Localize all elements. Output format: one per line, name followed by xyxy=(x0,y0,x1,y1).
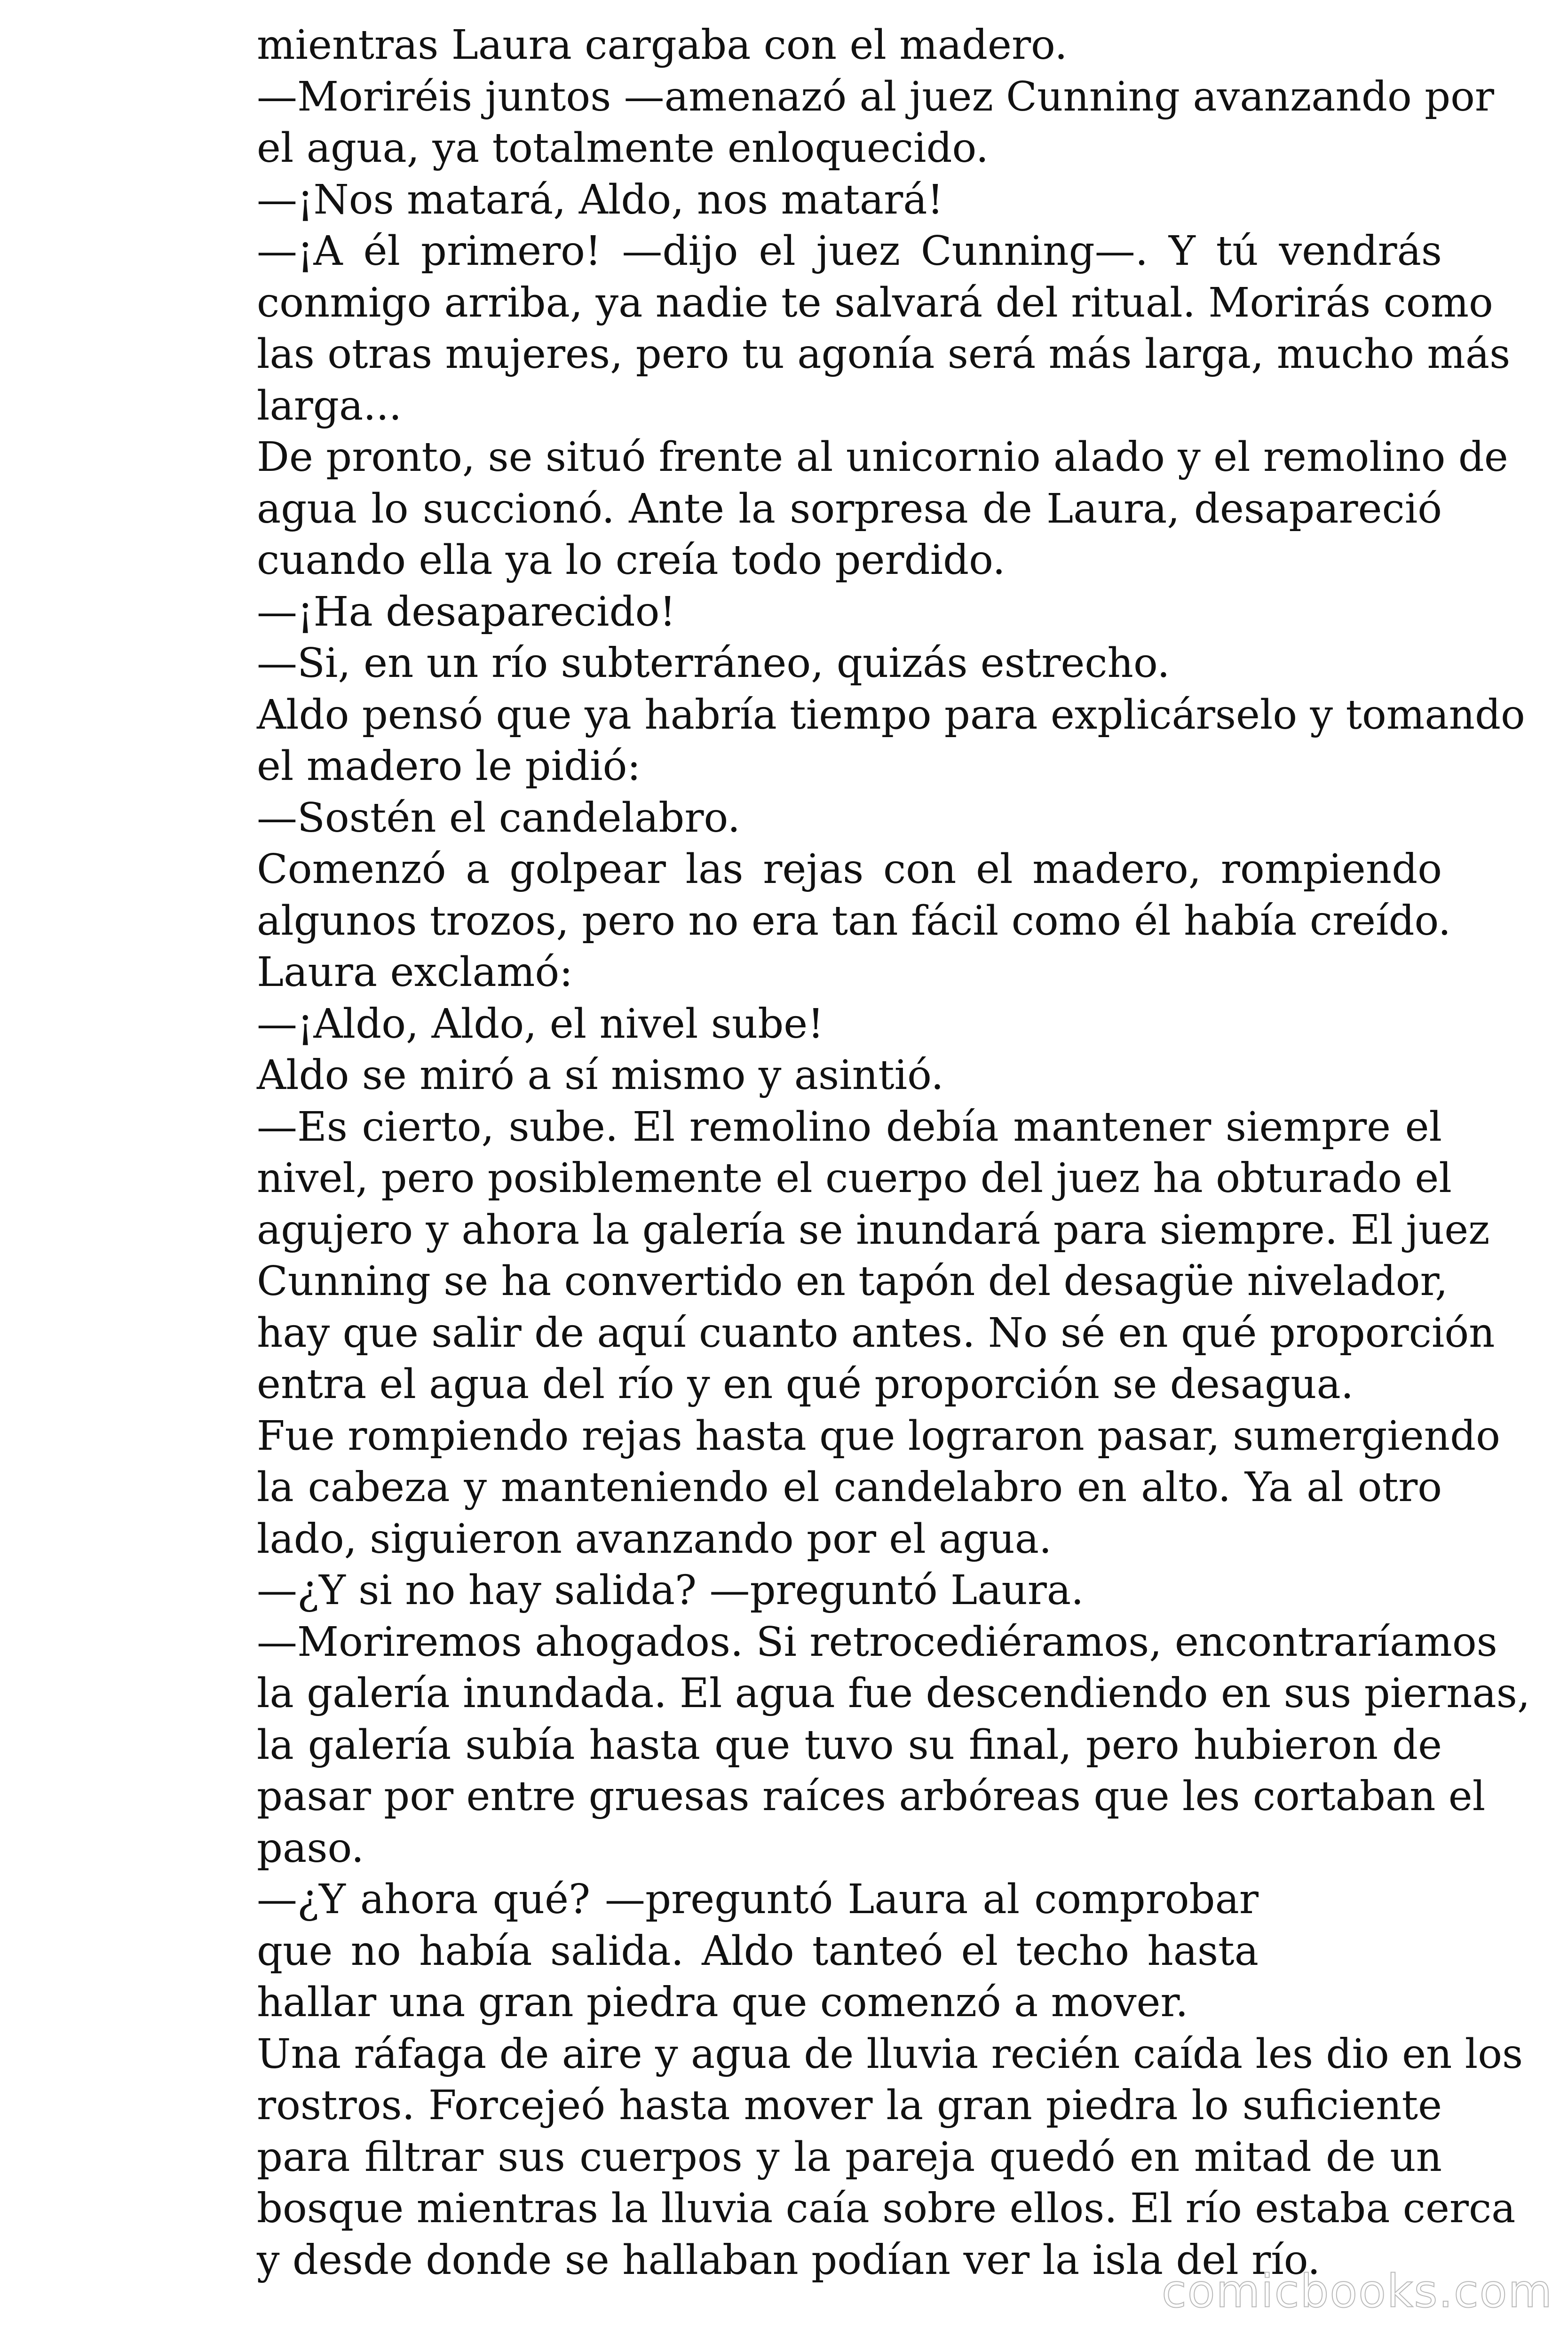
text-line: De pronto, se situó frente al unicornio alado y el remolino de xyxy=(257,434,1508,481)
text-line: Laura exclamó: xyxy=(257,949,573,996)
text-line: que no había salida. Aldo tanteó el techo hasta xyxy=(257,1927,1259,1975)
text-line: —¡Aldo, Aldo, el nivel sube! xyxy=(257,1000,824,1048)
text-line: —¿Y si no hay salida? —preguntó Laura. xyxy=(257,1567,1084,1614)
text-line: algunos trozos, pero no era tan fácil como él había creído. xyxy=(257,897,1451,945)
text-line: —Es cierto, sube. El remolino debía mantener siempre el xyxy=(257,1103,1442,1151)
text-line: —¡Nos matará, Aldo, nos matará! xyxy=(257,176,944,223)
text-line: Cunning se ha convertido en tapón del desagüe nivelador, xyxy=(257,1258,1448,1305)
watermark: comicbooks.com xyxy=(1162,2265,1553,2318)
text-line: conmigo arriba, ya nadie te salvará del ritual. Morirás como xyxy=(257,279,1493,326)
text-line: lado, siguieron avanzando por el agua. xyxy=(257,1515,1052,1563)
text-line: —Sostén el candelabro. xyxy=(257,794,741,842)
text-line: —Moriréis juntos —amenazó al juez Cunning avanzando por xyxy=(257,73,1495,120)
text-line: mientras Laura cargaba con el madero. xyxy=(257,22,1068,69)
text-line: pasar por entre gruesas raíces arbóreas que les cortaban el xyxy=(257,1773,1486,1820)
text-line: —Si, en un río subterráneo, quizás estrecho. xyxy=(257,640,1170,687)
text-line: larga... xyxy=(257,382,402,429)
text-line: Comenzó a golpear las rejas con el madero, rompiendo xyxy=(257,846,1442,893)
text-line: cuando ella ya lo creía todo perdido. xyxy=(257,537,1006,584)
text-line: rostros. Forcejeó hasta mover la gran piedra lo suficiente xyxy=(257,2082,1442,2129)
text-line: nivel, pero posiblemente el cuerpo del juez ha obturado el xyxy=(257,1155,1452,1202)
text-line: las otras mujeres, pero tu agonía será más larga, mucho más xyxy=(257,331,1511,378)
text-line: paso. xyxy=(257,1824,364,1872)
text-line: —Moriremos ahogados. Si retrocediéramos, encontraríamos xyxy=(257,1618,1497,1666)
text-line: hallar una gran piedra que comenzó a mover. xyxy=(257,1979,1188,2026)
text-line: Una ráfaga de aire y agua de lluvia recién caída les dio en los xyxy=(257,2030,1523,2078)
page-text xyxy=(257,20,1530,2286)
text-line: hay que salir de aquí cuanto antes. No sé en qué proporción xyxy=(257,1309,1495,1357)
text-line: la cabeza y manteniendo el candelabro en alto. Ya al otro xyxy=(257,1464,1442,1511)
text-line: agua lo succionó. Ante la sorpresa de Laura, desapareció xyxy=(257,485,1442,532)
text-line: Aldo se miró a sí mismo y asintió. xyxy=(257,1052,944,1099)
text-line: el agua, ya totalmente enloquecido. xyxy=(257,125,989,172)
text-line: para filtrar sus cuerpos y la pareja quedó en mitad de un xyxy=(257,2133,1442,2181)
text-line: agujero y ahora la galería se inundará para siempre. El juez xyxy=(257,1206,1490,1254)
text-line: —¿Y ahora qué? —preguntó Laura al comprobar xyxy=(257,1876,1259,1923)
text-line: la galería inundada. El agua fue descendiendo en sus piernas, xyxy=(257,1670,1530,1717)
text-line: el madero le pidió: xyxy=(257,743,641,790)
text-line: la galería subía hasta que tuvo su final, pero hubieron de xyxy=(257,1721,1442,1769)
text-line: bosque mientras la lluvia caía sobre ellos. El río estaba cerca xyxy=(257,2185,1516,2232)
text-line: y desde donde se hallaban podían ver la isla del río. xyxy=(257,2236,1321,2284)
text-line: —¡Ha desaparecido! xyxy=(257,588,676,636)
text-line: —¡A él primero! —dijo el juez Cunning—. Y tú vendrás xyxy=(257,228,1442,275)
text-line: Fue rompiendo rejas hasta que lograron pasar, sumergiendo xyxy=(257,1412,1500,1460)
text-line: Aldo pensó que ya habría tiempo para explicárselo y tomando xyxy=(257,691,1525,739)
text-line: entra el agua del río y en qué proporción se desagua. xyxy=(257,1361,1354,1408)
